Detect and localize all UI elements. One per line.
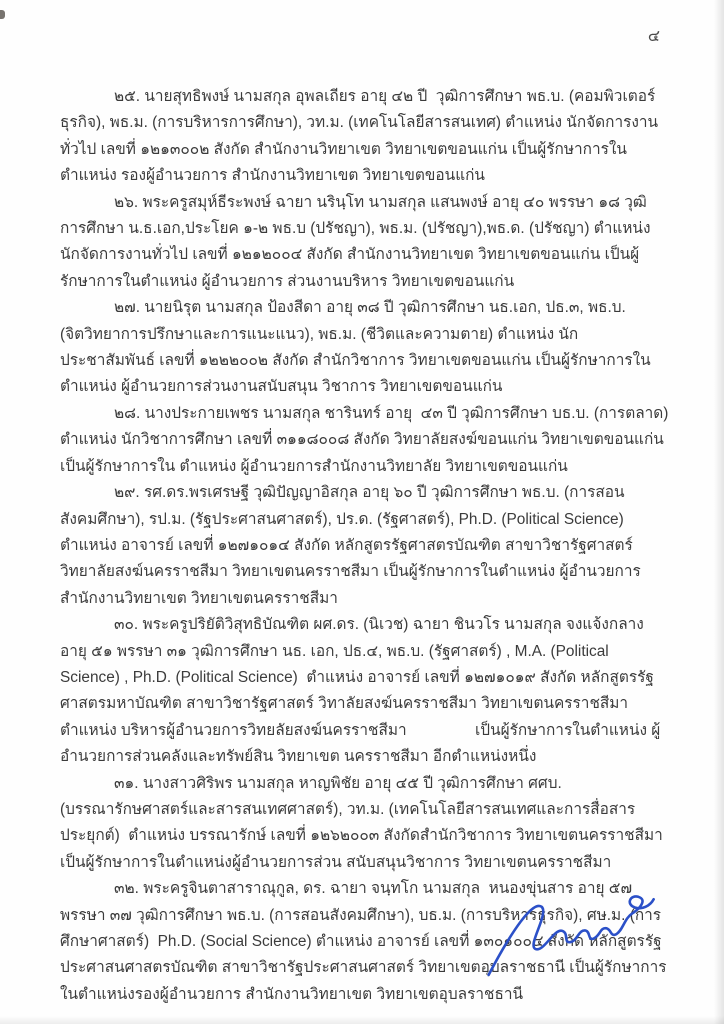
paragraph-30: ๓๐. พระครูปริยัติวิสุทธิบัณฑิต ผศ.ดร. (นิเวช) ฉายา ชินวโร นามสกุล จงแจ้งกลาง อายุ ๕๑ พรรษา ๓๑ วุฒิการศึกษา นธ. เอก, ปธ.๔, พธ.บ. (รัฐศาสตร์) , M.A. (Political Science) , Ph.D. (Political Science) ตำแหน่ง อาจารย์ เลขที่ ๑๒๗๑๐๑๙ สังกัด หลักสูตรรัฐศาสตรมหาบัณฑิต สาขาวิชารัฐศาสตร์ วิทาลัยสงฆ์นครราชสีมา วิทยาเขตนครราชสีมา ตำแหน่ง บริหารผู้อำนวยการวิทยลัยสงฆ์นครราชสีมา เป็นผู้รักษาการในตำแหน่ง ผู้อำนวยการส่วนคลังและทรัพย์สิน วิทยาเขต นครราชสีมา อีกตำแหน่งหนึ่ง [60,616,661,766]
paragraph-32: ๓๒. พระครูจินตาสาราณุกูล, ดร. ฉายา จนฺทโก นามสกุล หนองขุ่นสาร อายุ ๕๗ พรรษา ๓๗ วุฒิการศึกษา พธ.บ. (การสอนสังคมศึกษา), บธ.ม. (การบริหารธุรกิจ), ศษ.ม. (การศึกษาศาสตร์) Ph.D. (Social Science) ตำแหน่ง อาจารย์ เลขที่ ๑๓๐๑๐๐๔ สังกัด หลักสูตรรัฐประศาสนศาสตรบัณฑิต สาขาวิชารัฐประศาสนศาสตร์ วิทยาเขตอุบลราชธานี เป็นผู้รักษาการในตำแหน่งรองผู้อำนวยการ สำนักงานวิทยาเขต วิทยาเขตอุบลราชธานี [60,880,667,1003]
paragraph-25: ๒๕. นายสุทธิพงษ์ นามสกุล อุพลเถียร อายุ ๔๒ ปี วุฒิการศึกษา พธ.บ. (คอมพิวเตอร์ธุรกิจ), พธ.ม. (การบริหารการศึกษา), วท.ม. (เทคโนโลยีสารสนเทศ) ตำแหน่ง นักจัดการงานทั่วไป เลขที่ ๑๒๑๓๐๐๒ สังกัด สำนักงานวิทยาเขต วิทยาเขตขอนแก่น เป็นผู้รักษาการในตำแหน่ง รองผู้อำนวยการ สำนักงานวิทยาเขต วิทยาเขตขอนแก่น [60,88,659,185]
paragraph-31: ๓๑. นางสาวศิริพร นามสกุล หาญพิชัย อายุ ๔๕ ปี วุฒิการศึกษา ศศบ. (บรรณารักษศาสตร์และสารสนเทศศาสตร์), วท.ม. (เทคโนโลยีสารสนเทศและการสื่อสารประยุกต์) ตำแหน่ง บรรณารักษ์ เลขที่ ๑๒๖๒๐๐๓ สังกัดสำนักวิชาการ วิทยาเขตนครราชสีมา เป็นผู้รักษาการในตำแหน่งผู้อำนวยการส่วน สนับสนุนวิชาการ วิทยาเขตนครราชสีมา [60,774,676,871]
paragraph-28: ๒๘. นางประกายเพชร นามสกุล ชารินทร์ อายุ ๔๓ ปี วุฒิการศึกษา บธ.บ. (การตลาด) ตำแหน่ง นักวิชาการศึกษา เลขที่ ๓๑๑๘๐๐๘ สังกัด วิทยาลัยสงฆ์ขอนแก่น วิทยาเขตขอนแก่น เป็นผู้รักษาการใน ตำแหน่ง ผู้อำนวยการสำนักงานวิทยาลัย วิทยาเขตขอนแก่น [60,404,673,475]
paragraph-27: ๒๗. นายนิรุต นามสกุล ป้องสีดา อายุ ๓๘ ปี วุฒิการศึกษา นธ.เอก, ปธ.๓, พธ.บ. (จิตวิทยาการปรึกษาและการแนะแนว), พธ.ม. (ชีวิตและความตาย) ตำแหน่ง นักประชาสัมพันธ์ เลขที่ ๑๒๒๒๐๐๒ สังกัด สำนักวิชาการ วิทยาเขตขอนแก่น เป็นผู้รักษาการในตำแหน่ง ผู้อำนวยการส่วนงานสนับสนุน วิชาการ วิทยาเขตขอนแก่น [60,299,651,396]
page-number: ๔ [647,28,660,45]
handwritten-signature [473,869,668,984]
scan-edge-shadow-right [714,0,724,1024]
paragraph-29: ๒๙. รศ.ดร.พรเศรษฐี วุฒิปัญญาอิสกุล อายุ ๖๐ ปี วุฒิการศึกษา พธ.บ. (การสอนสังคมศึกษา), รป.ม. (รัฐประศาสนศาสตร์), ปร.ด. (รัฐศาสตร์), Ph.D. (Political Science) ตำแหน่ง อาจารย์ เลขที่ ๑๒๗๑๐๑๔ สังกัด หลักสูตรรัฐศาสตรบัณฑิต สาขาวิชารัฐศาสตร์ วิทยาลัยสงฆ์นครราชสีมา วิทยาเขตนครราชสีมา เป็นผู้รักษาการในตำแหน่ง ผู้อำนวยการสำนักงานวิทยาเขต วิทยาเขตนครราชสีมา [60,484,641,607]
document-body [60,84,676,1008]
scan-edge-shadow-bottom [0,1016,724,1024]
scan-artifact [0,10,5,19]
paragraph-26: ๒๖. พระครูสมุห์ธีระพงษ์ ฉายา นรินฺโท นามสกุล แสนพงษ์ อายุ ๔๐ พรรษา ๑๘ วุฒิการศึกษา น.ธ.เอก,ประโยค ๑-๒ พธ.บ (ปรัชญา), พธ.ม. (ปรัชญา),พธ.ด. (ปรัชญา) ตำแหน่ง นักจัดการงานทั่วไป เลขที่ ๑๒๑๒๐๐๔ สังกัด สำนักงานวิทยาเขต วิทยาเขตขอนแก่น เป็นผู้รักษาการในตำแหน่ง ผู้อำนวยการ ส่วนงานบริหาร วิทยาเขตขอนแก่น [60,193,655,290]
